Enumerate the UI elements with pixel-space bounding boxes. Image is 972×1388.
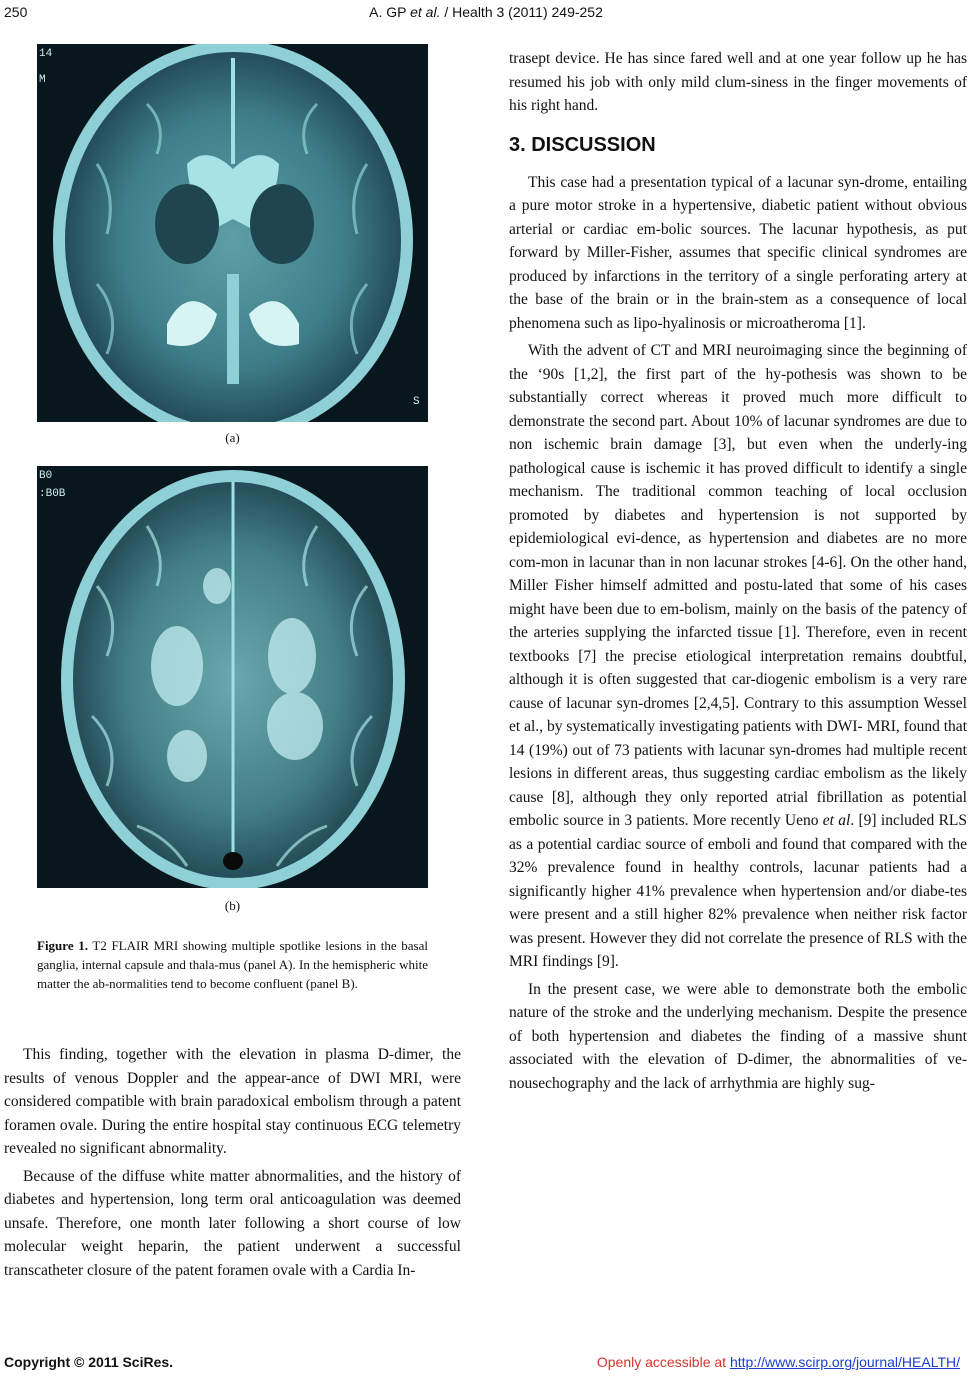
- open-access-prefix: Openly accessible at: [596, 1354, 730, 1370]
- page-number: 250: [4, 4, 28, 20]
- section-heading-discussion: 3. DISCUSSION: [509, 133, 656, 156]
- discussion-paragraph-2-part-b: . [9] included RLS as a potential cardiac source of emboli and found that compared with the 32% prevalence found in healthy controls, lacunar patients had a significantly higher 41% prevalence when hypertension and/or diabe-tes were present and a still higher 82% prevalence when neither risk factor was present. However they did not correlate the presence of RLS with the MRI findings [9].: [509, 812, 968, 970]
- copyright-notice: Copyright © 2011 SciRes.: [4, 1354, 174, 1370]
- discussion-paragraph-1: This case had a presentation typical of a lacunar syn-drome, entailing a pure motor stroke in a hypertensive, diabetic patient without obvious arterial or cardiac em-bolic sources. The lacunar hypothesis, as put forward by Miller-Fisher, assumes that specific clinical syndromes are produced by infarctions in the territory of a single perforating artery at the base of the brain or in the brain-stem as a consequence of local phenomena such as lipo-hyalinosis or microatheroma [1].: [509, 173, 967, 332]
- mri-image-panel-b: [37, 466, 428, 888]
- mri-a-overlay-0: 14: [39, 48, 53, 60]
- mri-a-overlay-2: S: [413, 396, 420, 408]
- running-header: [0, 4, 972, 26]
- running-head-authors: A. GP: [369, 4, 411, 20]
- discussion-paragraph-2: [509, 339, 967, 974]
- running-head-etal: et al.: [410, 4, 441, 20]
- open-access-notice: [597, 1354, 960, 1370]
- figure-caption-label: Figure 1.: [37, 938, 88, 953]
- discussion-paragraph-3: In the present case, we were able to demonstrate both the embolic nature of the stroke and the underlying mechanism. Despite the presence of both hypertension and diabetes the finding of a massive shunt associated with the elevation of D-dimer, the abnormalities of ve-nousechography and the lack of arrhythmia are highly sug-: [509, 980, 967, 1092]
- mri-panel-a-graphic: [37, 44, 428, 422]
- running-head-journal: / Health 3 (2011) 249-252: [440, 4, 603, 20]
- left-column-text: [4, 1043, 461, 1286]
- panel-b-label: (b): [224, 898, 241, 913]
- mri-b-overlay-1: :B0B: [39, 488, 66, 500]
- right-intro-continuation: trasept device. He has since fared well and at one year follow up he has resumed his job with only mild clum-siness in the finger movements of his right hand.: [509, 50, 967, 114]
- discussion-paragraph-2-part-a: With the advent of CT and MRI neuroimaging since the beginning of the ‘90s [1,2], the first part of the hy-pothesis was shown to be substantially correct whereas it proved much more difficult to demonstrate the second part. About 10% of lacunar syndromes are due to non ischemic brain damage [3], but even when the underly-ing pathological cause is ischemic it has proved difficult to identify a single mechanism. The traditional common teaching of local occlusion promoted by diabetes and hypertension is not supported by epidemiological evi-dence, as hypertension and diabetes are no more com-mon in lacunar than in non lacunar strokes [4-6]. On the other hand, Miller Fisher himself admitted and postu-lated that some of his cases might have been due to em-bolism, mainly on the basis of the patency of the arteries supplying the infarcted tissue [1]. Therefore, even in recent textbooks [7] the precise etiological interpretation remains doubtful, although it is often suggested that car-diogenic embolism is a very rare cause of lacunar syn-dromes [2,4,5]. Contrary to this assumption Wessel et al., by systematically investigating patients with DWI- MRI, found that 14 (19%) out of 73 patients with lacunar syn-dromes had multiple recent lesions in different areas, thus suggesting cardiac embolism as the likely cause [8], although they only reported atrial fibrillation as potential embolic source in 3 patients. More recently Ueno: [509, 342, 967, 829]
- panel-a-label: (a): [225, 430, 240, 445]
- mri-a-overlay-1: M: [39, 74, 46, 86]
- mri-panel-b-graphic: [37, 466, 428, 888]
- mri-b-overlay-0: B0: [39, 470, 53, 482]
- right-column-text: [509, 47, 967, 1099]
- journal-link[interactable]: http://www.scirp.org/journal/HEALTH/: [729, 1354, 960, 1370]
- left-paragraph-2: Because of the diffuse white matter abnormalities, and the history of diabetes and hypertension, long term oral anticoagulation was deemed unsafe. Therefore, one month later following a short course of low molecular weight heparin, the patient underwent a successful transcatheter closure of the patent foramen ovale with a Cardia In-: [4, 1167, 461, 1279]
- running-head: [0, 4, 972, 20]
- figure-caption: [37, 936, 428, 993]
- left-paragraph-1: This finding, together with the elevation in plasma D-dimer, the results of venous Doppler and the appear-ance of DWI MRI, were considered compatible with brain paradoxical embolism through a patent foramen ovale. During the entire hospital stay continuous ECG telemetry revealed no significant abnormality.: [4, 1046, 461, 1157]
- discussion-paragraph-2-etal: et al: [822, 812, 851, 829]
- mri-image-panel-a: [37, 44, 428, 422]
- figure-caption-text: T2 FLAIR MRI showing multiple spotlike lesions in the basal ganglia, internal capsule and thala-mus (panel A). In the hemispheric white matter the ab-normalities tend to become confluent (panel B).: [37, 938, 428, 991]
